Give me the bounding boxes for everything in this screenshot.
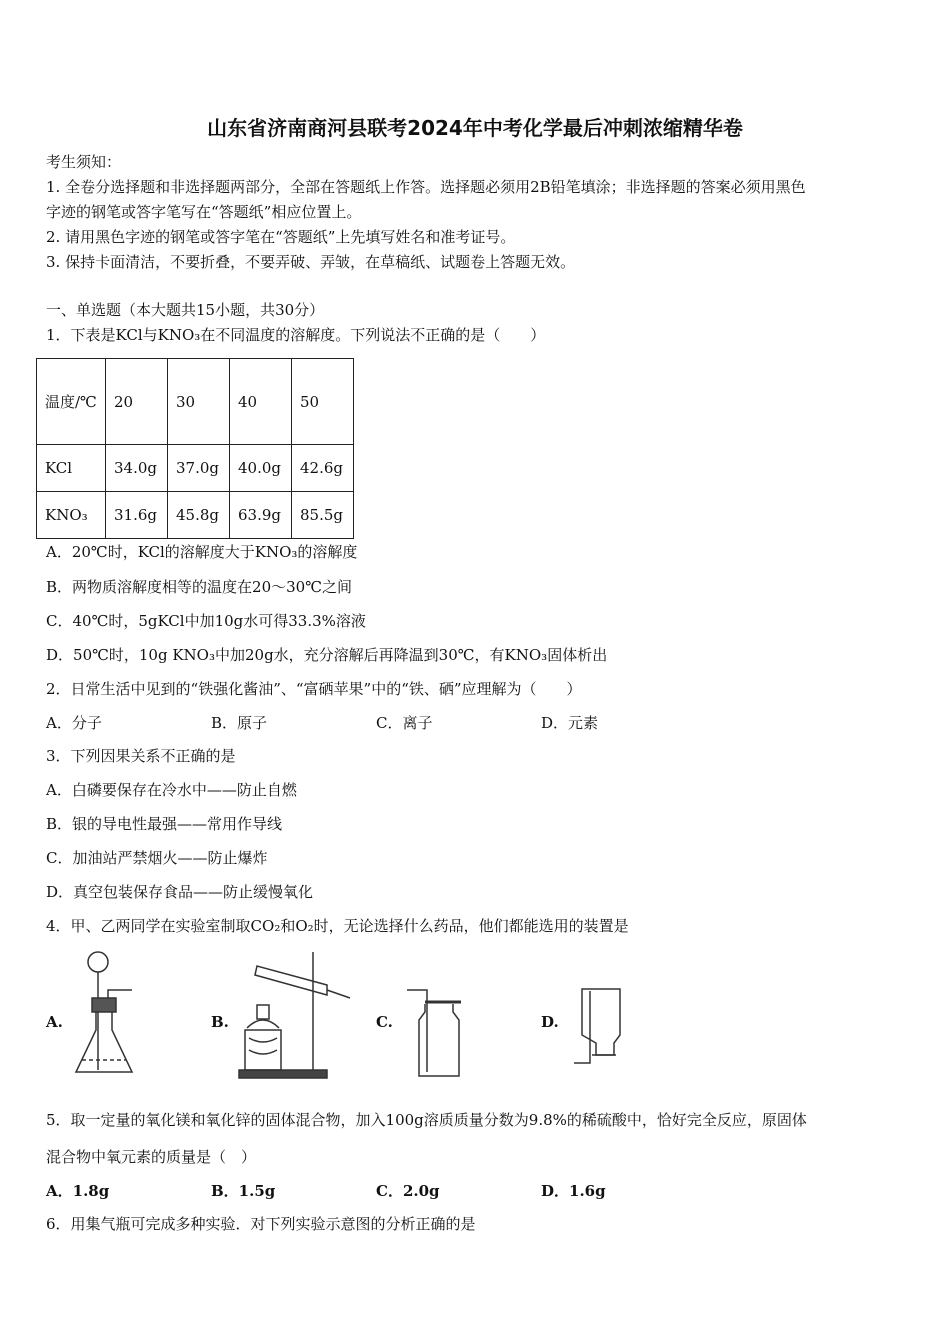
notice-line: 字迹的钢笔或答字笔写在“答题纸”相应位置上。 (46, 203, 362, 221)
q3-option-a: A．白磷要保存在冷水中——防止自燃 (46, 781, 297, 799)
solubility-table (36, 358, 354, 539)
q3-option-d: D．真空包装保存食品——防止缓慢氧化 (46, 883, 314, 901)
table-cell: 31.6g (106, 492, 168, 539)
q1-option-c: C．40℃时，5gKCl中加10g水可得33.3%溶液 (46, 612, 366, 630)
table-header-cell: 20 (106, 359, 168, 445)
q2-option-c: C．离子 (376, 714, 433, 732)
question-5-stem-cont: 混合物中氧元素的质量是（ ） (46, 1148, 257, 1166)
q2-option-a: A．分子 (46, 714, 102, 732)
question-1-stem: 1．下表是KCl与KNO₃在不同温度的溶解度。下列说法不正确的是（ ） (46, 326, 546, 344)
question-3-stem: 3．下列因果关系不正确的是 (46, 747, 236, 765)
section-heading: 一、单选题（本大题共15小题，共30分） (46, 301, 325, 319)
q5-option-c: C．2.0g (376, 1182, 440, 1200)
notice-line: 1. 全卷分选择题和非选择题两部分，全部在答题纸上作答。选择题必须用2B铅笔填涂；非选择题的答案必须用黑色 (46, 178, 806, 196)
q1-option-d: D．50℃时，10g KNO₃中加20g水，充分溶解后再降温到30℃，有KNO₃固体析出 (46, 646, 608, 664)
table-cell: 63.9g (230, 492, 292, 539)
table-cell: 45.8g (168, 492, 230, 539)
q2-option-b: B．原子 (211, 714, 268, 732)
notice-line: 2. 请用黑色字迹的钢笔或答字笔在“答题纸”上先填写姓名和准考证号。 (46, 228, 516, 246)
q3-option-c: C．加油站严禁烟火——防止爆炸 (46, 849, 268, 867)
question-4-stem: 4．甲、乙两同学在实验室制取CO₂和O₂时，无论选择什么药品，他们都能选用的装置是 (46, 917, 629, 935)
table-cell: 40.0g (230, 445, 292, 492)
q5-option-a: A．1.8g (46, 1182, 110, 1200)
table-header-cell: 50 (292, 359, 354, 445)
table-cell: KCl (37, 445, 106, 492)
notice-heading: 考生须知： (46, 153, 122, 171)
q5-option-b: B．1.5g (211, 1182, 276, 1200)
inverted-bottle-icon (570, 985, 630, 1080)
q3-option-b: B．银的导电性最强——常用作导线 (46, 815, 283, 833)
table-header-cell: 40 (230, 359, 292, 445)
q4-option-b: B. (211, 1013, 229, 1031)
table-cell: 42.6g (292, 445, 354, 492)
question-5-stem: 5．取一定量的氧化镁和氧化锌的固体混合物，加入100g溶质质量分数为9.8%的稀硫酸中，恰好完全反应，原固体 (46, 1111, 807, 1129)
table-row (37, 445, 354, 492)
flask-apparatus-icon (70, 950, 140, 1082)
table-cell: 37.0g (168, 445, 230, 492)
heating-apparatus-icon (235, 950, 355, 1082)
q4-option-d: D. (541, 1013, 559, 1031)
table-cell: 85.5g (292, 492, 354, 539)
q1-option-a: A．20℃时，KCl的溶解度大于KNO₃的溶解度 (46, 543, 358, 561)
table-header-cell: 30 (168, 359, 230, 445)
table-cell: KNO₃ (37, 492, 106, 539)
q4-option-a: A. (46, 1013, 63, 1031)
table-row (37, 492, 354, 539)
notice-line: 3. 保持卡面清洁，不要折叠，不要弄破、弄皱，在草稿纸、试题卷上答题无效。 (46, 253, 576, 271)
table-header-cell: 温度/℃ (37, 359, 106, 445)
q5-option-d: D．1.6g (541, 1182, 606, 1200)
page-title: 山东省济南商河县联考2024年中考化学最后冲刺浓缩精华卷 (207, 116, 743, 140)
q2-option-d: D．元素 (541, 714, 599, 732)
table-cell: 34.0g (106, 445, 168, 492)
question-2-stem: 2．日常生活中见到的“铁强化酱油”、“富硒苹果”中的“铁、硒”应理解为（ ） (46, 680, 582, 698)
q4-option-c: C. (376, 1013, 393, 1031)
q1-option-b: B．两物质溶解度相等的温度在20～30℃之间 (46, 578, 352, 596)
question-6-stem: 6．用集气瓶可完成多种实验．对下列实验示意图的分析正确的是 (46, 1215, 476, 1233)
gas-bottle-icon (405, 980, 465, 1080)
